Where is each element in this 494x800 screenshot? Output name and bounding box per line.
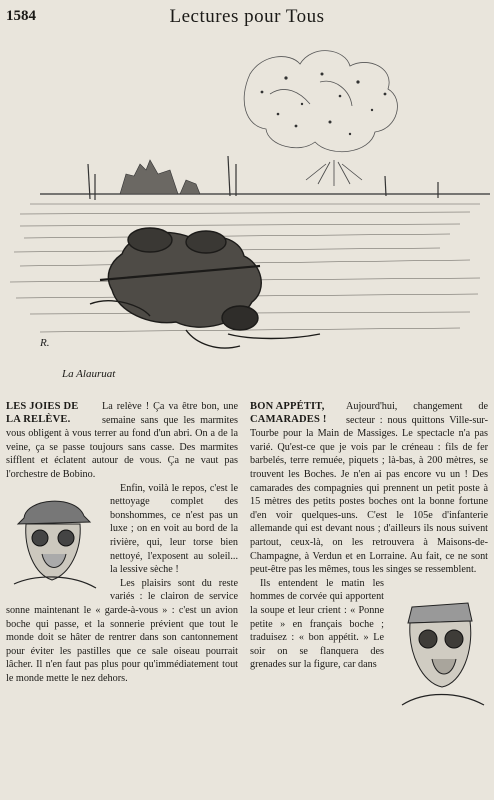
trench-illustration [0,34,494,394]
page-header [0,0,494,34]
right-column [250,400,488,709]
shell-burst [244,51,397,152]
illustrator-signature: La Alauruat [62,368,116,380]
crawling-soldier [90,228,320,348]
paragraph: Aujourd'hui, changement de secteur : nous quittons Ville-sur-Tourbe pour la Main de Massiges. Le spectacle n'a pas varié. Qu'est-ce que je vois par le créneau : fils de fer barbelés, terre remuée, piquets ; là-bas, à 200 mètres, se trouvent les Boches. Je n'en ai pas encore vu un ! Des camarades des compagnies qui prennent un petit poste à 15 mètres des petits postes boches ont la bonne fortune d'en voir quelques-uns. C'est le 105e d'infanterie allemande qui est devant nous ; d'ailleurs ils nous suivent partout, ceux-là, on les retrouvera à Maisons-de-Champagne, à Verdun et en Lorraine. Au fait, ce ne sont peut-être pas les mêmes, tous les singes se ressemblent. [250,401,488,576]
left-column [6,400,238,685]
gas-mask-soldier-portrait [6,488,102,594]
paragraph: Les plaisirs sont du reste variés : le clairon de service sonne maintenant le « garde-à-vous » : c'est un avion boche qui passe, et la sonnerie prévient que tout le monde doit se hâter de rentrer dans son cantonnement pour éviter les pastilles que ce sale oiseau pourrait lâcher. Il n'en faut pas plus pour qu'immédiatement tout le monde mette le nez dehors. [6,577,238,684]
section-heading: BON APPÉTIT, CAMARADES ! [250,401,327,425]
paragraph: La relève ! Ça va être bon, une semaine sans que les marmites vous obligent à vous terrer au fond d'un abri. On a de la veine, ça se passe toujours sans casse. Des marmites sifflent et éclatent autour de vous. Ça ne vaut pas l'orchestre de Bobino. [6,401,238,480]
paragraph: Ils entendent le matin les hommes de corvée qui apportent la soupe et leur crient : « Ponne petite » en français boche ; traduisez : « bon appétit. » Le soir on se flanquera des grenades sur la figure, car dans [250,577,384,671]
illustrator-initial: R. [40,337,50,349]
running-title: Lectures pour Tous [169,6,325,27]
section-heading: LES JOIES DE LA RELÈVE. [6,401,79,425]
paragraph: Enfin, voilà le repos, c'est le nettoyage complet des bonshommes, ce n'est pas un luxe ; on en voit au bord de la rivière, qui, leur torse bien nettoyé, l'exposent au soleil... la lessive sèche ! [110,482,238,576]
page-number: 1584 [6,8,36,24]
capped-soldier-gas-mask-portrait [392,587,488,709]
